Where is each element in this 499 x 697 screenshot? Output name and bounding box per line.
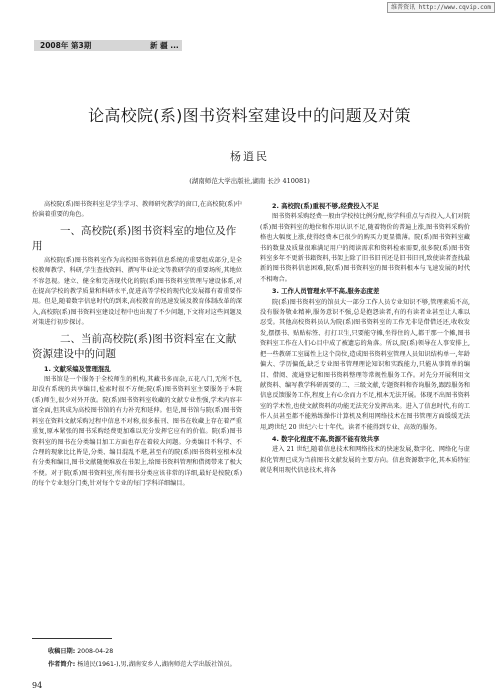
author-bio-line <box>48 659 236 668</box>
paragraph: 高校院(系)图书资料室作为高校图书资料信息系统的重要组成部分,是全校教师教学、科研,学生查找资料、撰写毕业论文等教研学的重要场所,其地位不容忽视。建立、健全和完善现代化的院(系)图书资料室管理与建设体系,对在提高学校的教学质量和科研水平,促进高等学校的现代化发展都有着重要作用。但是,随着数字信息时代的到来,高校教育的迅速发展及教育体制改革的深入,高校院(系)图书资料室建设过程中也出现了不少问题,下文将对这些问题及对策进行初步探讨。 <box>32 256 242 327</box>
received-label: 收稿日期: <box>48 648 76 655</box>
author-affiliation: (湖南师范大学出版社,湖南 长沙 410081) <box>189 177 310 185</box>
paragraph: 高校院(系)图书资料室是学生学习、教师研究教学的窗口,在高校院(系)中扮演着重要的角色。 <box>32 201 242 219</box>
author-name: 杨逍民 <box>230 150 269 163</box>
subsection-heading: 4. 数字化程度不高,资源不能有效共享 <box>272 434 380 443</box>
header-issue: 2008年 第3期 <box>40 41 92 50</box>
section-heading: 二、当前高校院(系)图书资料室在文献资源建设中的问题 <box>32 332 237 360</box>
watermark: 维普资讯 http://www.cqvip.com <box>387 2 495 13</box>
paragraph: 进入 21 世纪,随着信息技术和网络技术的快速发展,数字化、网络化与虚拟化管理已成为当前图书文献发展的主要方向。信息资源数字化,其本质特征就是利用现代信息技术,将各 <box>260 446 470 475</box>
paragraph: 院(系)图书资料室的馆员大一部分工作人员专业知识不够,管理素质不高,没有服务敬业精神,服务意识不强,总是抱怨读者,有的有读者业甚至让人难以忍受。其他高校资料员认为院(系)图书资料室的工作无非是借借还还,收收发发,摆摆书、贴贴标签、打打卫生,只要能守摊,坐得住的人,都干那一个摊,图书资料室工作在人们心目中成了被遗忘的角落。所以,院(系)领导在人事安排上,把一些教研工室属性上这个岗位,造成图书资料室管理人员知识结构单一,年龄偏大、学历偏低,缺乏专业图书管理理论知识和实践能力,只能从事简单的编目、借阅、流通登记和图书资料整理等常规性服务工作。对先分开展利用文献资料、编写教学科研需要的二、三级文献,专题资料和咨询服务,跟踪服务和信息反馈服务工作,程度上有心余而力不足,根本无法开展。体现不出图书资料室的学术性,也使文献资料的功能无法充分发挥出来。进入了信息时代,有的工作人员甚至都不能熟练操作计算机及利用网络技术在图书管理方面缓缓无法用,跨世纪 20 世纪六七十年代。读者不能得到专业、高效的服务。 <box>260 298 470 431</box>
section-heading: 一、高校院(系)图书资料室的地位及作用 <box>32 224 237 252</box>
subsection-heading: 2. 高校院(系)重视不够,经费投入不足 <box>272 202 379 210</box>
article-title: 论高校院(系)图书资料室建设中的问题及对策 <box>88 106 411 125</box>
left-column <box>32 200 242 490</box>
subsection-heading: 1. 文献采编及管理混乱 <box>44 364 111 373</box>
subsection-heading: 3. 工作人员管理水平不高,服务态度差 <box>272 287 380 296</box>
author-bio-label: 作者简介: <box>48 661 76 668</box>
paragraph: 图书资料采购经费一般由学校按比例分配,按学科重点与否投入,人们对院(系)图书资料室的地位和作用认识不足,随着物价的普遍上涨,图书资料采购价格也大幅度上涨,使得经费本已很少的购买力更显微薄。院(系)图书资料室藏书的数量及质量很难满足用户的阅读需求和资料检索需要,很多院(系)图书资料室多年不更新书籍资料,书架上除了旧书旧刊还是旧书旧刊,致使读者查找最新的图书资料信息困难,院(系)图书资料室的图书资料根本与飞速发展的时代不相吻合。 <box>260 213 470 283</box>
page-number: 94 <box>32 681 43 690</box>
paragraph: 图书馆是一个服务于全校师生的机构,其藏书多而杂,五花八门,无所不包,却没有系统的共享编目,检索时很不方便;院(系)图书资料室主要服务于本院(系)师生,很少对外开放。院(系)图书资料室收藏的文献专业性强,学术内容丰富全面,但其成为高校图书馆的有力补充和延伸。但是,图书馆与院(系)图书资料室在资料文献采购过程中信息不对称,很多报刊、图书在收藏上存在着严重重复,原本紧张的图书采购经费更加难以充分发挥它应有的价值。院(系)图书资料室的图书在分类编目加工方面也存在着较大问题。分类编目不科学、不合理的现象比比皆是,分类、编目混乱不堪,甚至有的院(系)图书资料室根本没有分类和编目,图书文献随便堆放在书架上,给图书资料管理和借阅带来了极大不便。对于院(系)图书资料室,所有图书分类应该非常的详细,最好是按院(系)的每个专业划分门类,针对每个专业的每门学科详细编目。 <box>32 376 242 488</box>
author-bio: 杨逍民(1961-),男,湖南安乡人,湖南师范大学出版社馆员。 <box>77 661 236 668</box>
received-date: 2008-04-28 <box>77 648 114 655</box>
received-date-line <box>48 646 113 655</box>
header-journal: 新 疆 ... <box>150 41 179 50</box>
right-column <box>260 200 470 477</box>
footnote-rule <box>32 638 112 639</box>
